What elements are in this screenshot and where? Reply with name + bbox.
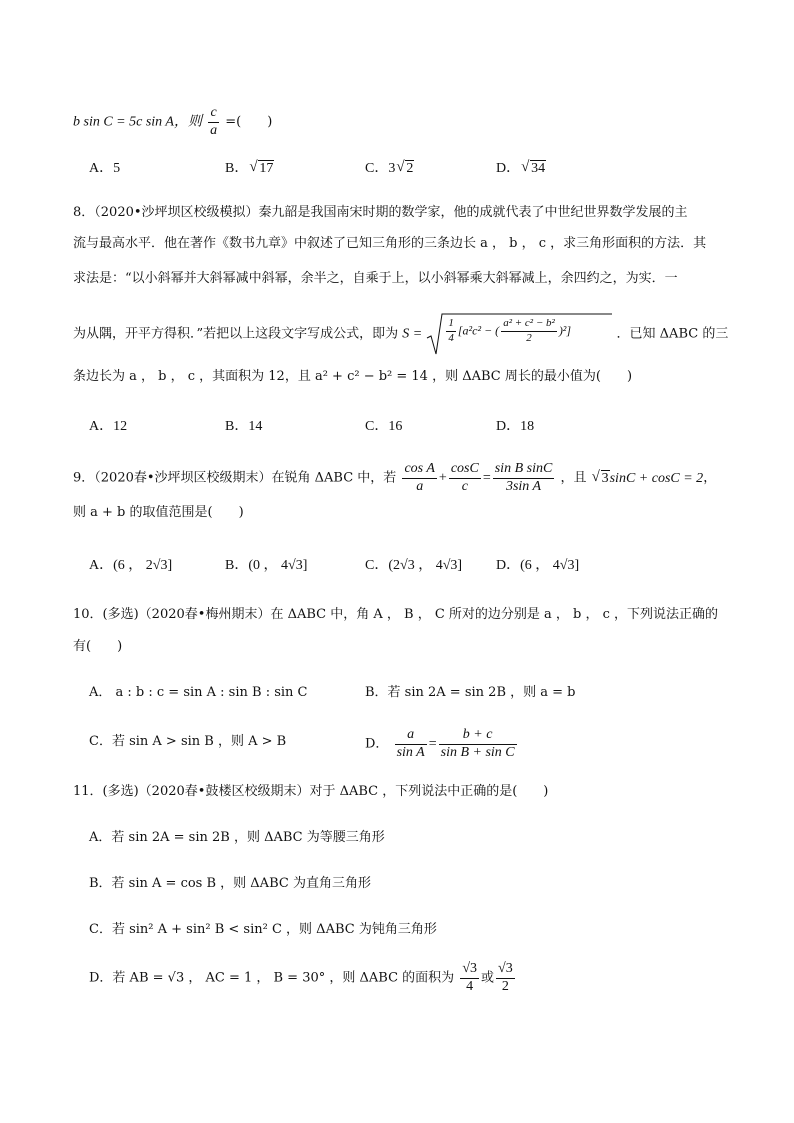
option-letter: A． — [89, 161, 114, 176]
option-letter: D． — [496, 161, 521, 176]
option-letter: C． — [365, 558, 389, 573]
option-letter: B． — [225, 558, 249, 573]
q11-d-f2-den: 2 — [501, 978, 509, 994]
q8-inner-left: [a²c² − ( — [457, 323, 500, 338]
option-text: (0 ， 4√3] — [248, 558, 308, 573]
q11-d-f1-den: 4 — [466, 978, 474, 994]
q11-d-prefix: D．若 AB = √3 ， AC = 1 ， B = 30° ，则 ΔABC 的面积为 — [89, 970, 455, 986]
q11-option-a[interactable]: A．若 sin 2A = sin 2B ，则 ΔABC 为等腰三角形 — [89, 830, 385, 845]
sqrt-symbol — [521, 162, 546, 176]
q11-option-c[interactable]: C．若 sin² A + sin² B < sin² C ，则 ΔABC 为钝角三角形 — [89, 922, 437, 937]
option-letter: A． — [89, 419, 114, 434]
q8-option-b[interactable] — [225, 420, 262, 434]
q7-option-c[interactable] — [365, 162, 414, 176]
q10-d-right-den: sin B + sin C — [440, 744, 515, 760]
option-text: (2√3 ， 4√3] — [388, 558, 463, 573]
option-letter: D． — [496, 419, 521, 434]
q7-stem — [73, 106, 272, 138]
q7-fraction — [208, 106, 219, 138]
q8-quarter — [446, 318, 456, 344]
q7-frac-num: c — [208, 106, 219, 123]
q10-option-d[interactable] — [365, 728, 519, 760]
option-text: 2 — [406, 161, 414, 176]
q11-d-frac-1 — [460, 962, 479, 994]
q8-quarter-num: 1 — [446, 318, 456, 332]
q10-d-eq: = — [428, 736, 437, 752]
sqrt-symbol — [249, 162, 274, 176]
option-coef: 3 — [388, 161, 396, 176]
q8-line4-prefix: 为从隅，开平方得积．”若把以上这段文字写成公式，即为 — [73, 326, 399, 342]
q9-f1-num: cos A — [402, 462, 436, 479]
sqrt-symbol — [396, 162, 414, 176]
q9-f3-num: sin B sinC — [493, 462, 555, 479]
q9-plus: + — [438, 470, 447, 486]
q9-eq: = — [482, 470, 491, 486]
q8-option-d[interactable] — [496, 420, 534, 434]
q9-line-2: 则 a + b 的取值范围是( ) — [73, 505, 244, 520]
option-letter: B． — [225, 161, 249, 176]
option-text: 16 — [388, 419, 403, 434]
q8-line4-suffix: ．已知 ΔABC 的三 — [616, 326, 729, 342]
q9-f2-num: cosC — [449, 462, 481, 479]
q7-stem-suffix: =( ) — [225, 114, 273, 130]
option-letter: C． — [365, 161, 389, 176]
q10-d-left-den: sin A — [396, 744, 425, 760]
q9-f1-den: a — [416, 478, 424, 494]
q8-option-c[interactable] — [365, 420, 402, 434]
q9-f3-den: 3sin A — [505, 478, 542, 494]
q11-line-1: 11．(多选)（2020春•鼓楼区校级期末）对于 ΔABC ，下列说法中正确的是( ) — [73, 784, 549, 799]
q9-option-b[interactable] — [225, 559, 307, 573]
q10-option-c[interactable]: C．若 sin A > sin B ，则 A > B — [89, 734, 287, 749]
option-letter: B． — [225, 419, 249, 434]
q8-inner-den: 2 — [526, 331, 532, 344]
q9-frac-1 — [402, 462, 436, 494]
q9-frac-2 — [449, 462, 481, 494]
option-letter: A． — [89, 558, 114, 573]
option-text: 14 — [248, 419, 263, 434]
q11-option-b[interactable]: B．若 sin A = cos B ，则 ΔABC 为直角三角形 — [89, 876, 371, 891]
sqrt-symbol — [592, 472, 610, 486]
q8-inner-frac — [501, 318, 557, 344]
q8-line-1: 8．（2020•沙坪坝区校级模拟）秦九韶是我国南宋时期的数学家，他的成就代表了中世纪世界数学发展的主 — [73, 205, 688, 220]
q11-d-frac-2 — [496, 962, 515, 994]
q9-suffix: ， — [703, 470, 717, 486]
q8-quarter-den: 4 — [448, 331, 454, 344]
q8-line-4 — [73, 312, 728, 356]
q8-line-3: 求法是：“以小斜幂并大斜幂减中斜幂，余半之，自乘于上，以小斜幂乘大斜幂减上，余四约之，为实．一 — [73, 271, 678, 286]
q7-option-b[interactable] — [225, 162, 274, 176]
q7-frac-den: a — [210, 122, 218, 138]
q11-option-d[interactable] — [89, 962, 517, 994]
q9-f2-den: c — [461, 478, 468, 494]
option-text: (6 ， 2√3] — [113, 558, 173, 573]
q9-option-d[interactable] — [496, 559, 579, 573]
q8-inner-right: )²] — [558, 323, 572, 338]
q8-formula-sqrt — [426, 312, 612, 356]
option-text: 34 — [531, 161, 546, 176]
q9-cond-sqrt: 3 — [601, 470, 609, 486]
q9-prefix: 9．（2020春•沙坪坝区校级期末）在锐角 ΔABC 中，若 — [73, 470, 397, 486]
q9-mid: ，且 — [560, 470, 587, 486]
q11-d-or: 或 — [481, 970, 495, 986]
q7-stem-prefix: b sin C = 5c sin A，则 — [73, 114, 202, 130]
option-text: 17 — [259, 161, 274, 176]
q10-line-1: 10．(多选)（2020春•梅州期末）在 ΔABC 中，角 A ， B ， C 所对的边分别是 a ， b ， c ，下列说法正确的 — [73, 607, 719, 622]
q10-d-right-num: b + c — [439, 728, 517, 745]
q8-inner-num: a² + c² − b² — [501, 318, 557, 332]
q7-option-a[interactable] — [89, 162, 120, 176]
q11-d-f1-num: √3 — [460, 962, 479, 979]
option-text: 12 — [113, 419, 128, 434]
q10-line-2: 有( ) — [73, 639, 123, 654]
q9-condition — [591, 471, 704, 486]
option-letter: D． — [365, 736, 389, 752]
q10-d-left-frac — [395, 728, 427, 760]
q9-line-1 — [73, 462, 716, 494]
option-text: 5 — [113, 161, 121, 176]
q10-d-left-num: a — [395, 728, 427, 745]
q8-line-5: 条边长为 a ， b ， c ，其面积为 12，且 a² + c² − b² = 14 ，则 ΔABC 周长的最小值为( ) — [73, 369, 633, 384]
q9-option-a[interactable] — [89, 559, 172, 573]
q11-d-f2-num: √3 — [496, 962, 515, 979]
q7-option-d[interactable] — [496, 162, 546, 176]
option-letter: D． — [496, 558, 521, 573]
q8-formula-body — [444, 318, 571, 344]
q8-formula-lhs: S = — [402, 326, 423, 342]
option-text: 18 — [520, 419, 535, 434]
option-text: (6 ， 4√3] — [520, 558, 580, 573]
q10-option-b[interactable]: B．若 sin 2A = sin 2B ，则 a = b — [365, 685, 576, 700]
q10-option-a[interactable]: A． a : b : c = sin A : sin B : sin C — [89, 685, 308, 700]
q9-option-c[interactable] — [365, 559, 462, 573]
option-letter: C． — [365, 419, 389, 434]
q8-line-2: 流与最高水平．他在著作《数书九章》中叙述了已知三角形的三条边长 a ， b ， c ，求三角形面积的方法．其 — [73, 236, 707, 251]
q9-frac-3 — [493, 462, 555, 494]
q8-option-a[interactable] — [89, 420, 127, 434]
q9-cond-rest: sinC + cosC = 2 — [609, 470, 704, 486]
q10-d-right-frac — [439, 728, 517, 760]
